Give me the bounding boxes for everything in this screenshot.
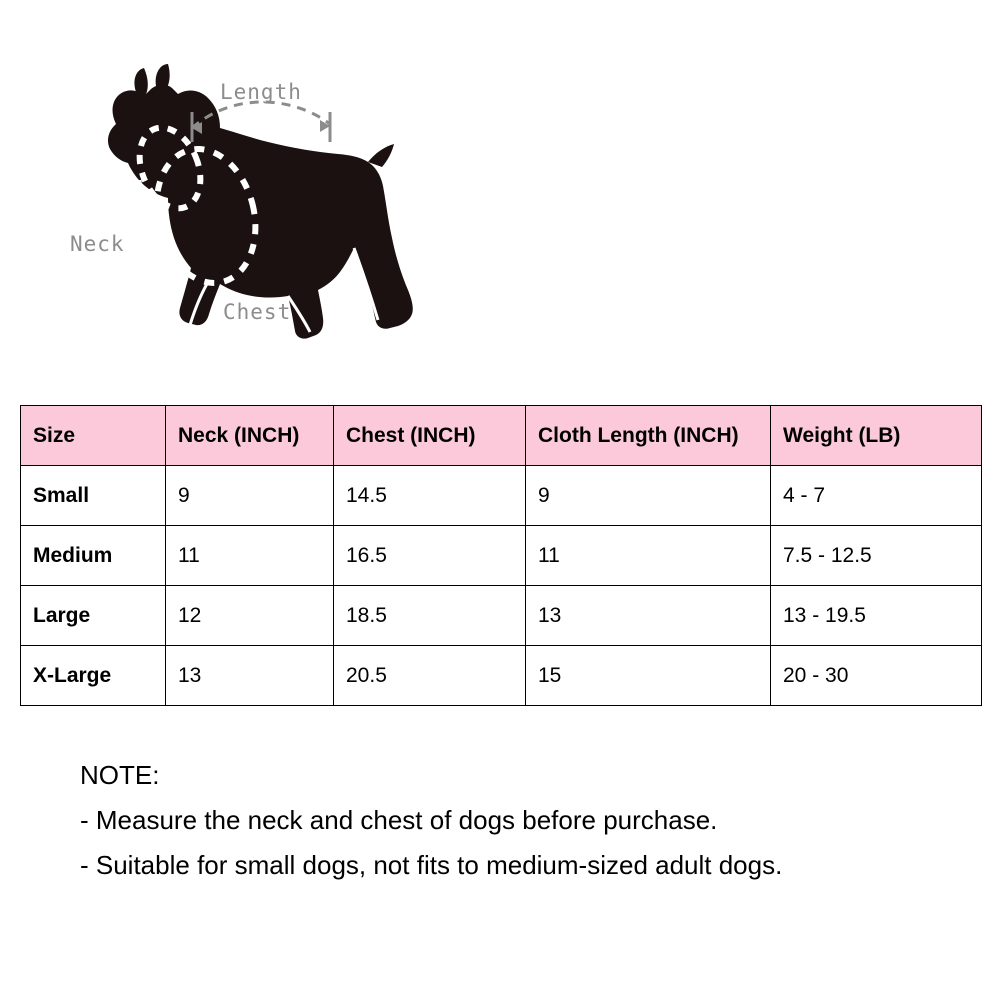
chest-label: Chest bbox=[223, 300, 292, 324]
table-row bbox=[21, 526, 982, 586]
cell-chest: 20.5 bbox=[334, 646, 526, 706]
cell-chest: 18.5 bbox=[334, 586, 526, 646]
column-header-cloth-length: Cloth Length (INCH) bbox=[526, 406, 771, 466]
cell-neck: 13 bbox=[166, 646, 334, 706]
length-label: Length bbox=[220, 80, 302, 104]
cell-chest: 14.5 bbox=[334, 466, 526, 526]
column-header-neck: Neck (INCH) bbox=[166, 406, 334, 466]
table-row bbox=[21, 586, 982, 646]
cell-weight: 20 - 30 bbox=[771, 646, 982, 706]
neck-label: Neck bbox=[70, 232, 125, 256]
cell-cloth-length: 9 bbox=[526, 466, 771, 526]
cell-neck: 9 bbox=[166, 466, 334, 526]
note-line: - Suitable for small dogs, not fits to medium-sized adult dogs. bbox=[80, 850, 783, 880]
cell-neck: 12 bbox=[166, 586, 334, 646]
cell-chest: 16.5 bbox=[334, 526, 526, 586]
cell-cloth-length: 15 bbox=[526, 646, 771, 706]
notes-title: NOTE: bbox=[80, 760, 160, 790]
note-line: - Measure the neck and chest of dogs before purchase. bbox=[80, 805, 718, 835]
dog-measurement-diagram bbox=[20, 20, 540, 375]
cell-weight: 4 - 7 bbox=[771, 466, 982, 526]
size-table bbox=[20, 405, 982, 706]
cell-cloth-length: 11 bbox=[526, 526, 771, 586]
cell-size: Medium bbox=[21, 526, 166, 586]
column-header-weight: Weight (LB) bbox=[771, 406, 982, 466]
column-header-size: Size bbox=[21, 406, 166, 466]
cell-weight: 13 - 19.5 bbox=[771, 586, 982, 646]
table-row bbox=[21, 466, 982, 526]
cell-weight: 7.5 - 12.5 bbox=[771, 526, 982, 586]
cell-size: Small bbox=[21, 466, 166, 526]
cell-neck: 11 bbox=[166, 526, 334, 586]
table-header-row bbox=[21, 406, 982, 466]
cell-size: Large bbox=[21, 586, 166, 646]
column-header-chest: Chest (INCH) bbox=[334, 406, 526, 466]
cell-size: X-Large bbox=[21, 646, 166, 706]
table-row bbox=[21, 646, 982, 706]
notes-section bbox=[80, 760, 960, 895]
cell-cloth-length: 13 bbox=[526, 586, 771, 646]
